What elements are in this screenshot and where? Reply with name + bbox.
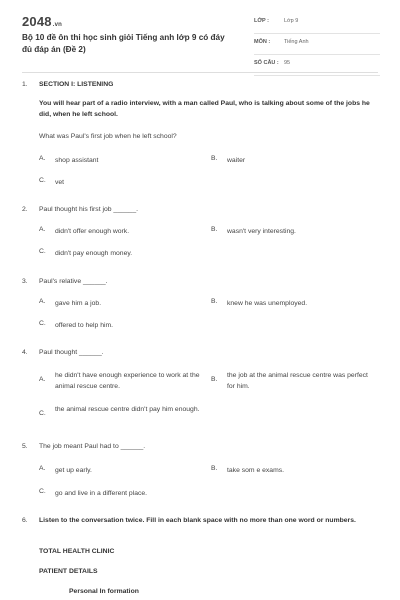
- meta-row-subject: [254, 37, 380, 55]
- form-section-label: Personal In formation: [69, 588, 139, 595]
- document-title: Bộ 10 đề ôn thi học sinh giỏi Tiếng anh lớp 9 có đáy đủ đáp án (Đề 2): [22, 33, 225, 54]
- option-letter: B.: [211, 376, 218, 383]
- option-text[interactable]: he didn't have enough experience to work at the animal rescue centre.: [55, 372, 200, 390]
- option-text[interactable]: vet: [55, 179, 65, 186]
- option-letter: A.: [39, 298, 46, 305]
- form-heading: TOTAL HEALTH CLINIC: [39, 548, 115, 555]
- option-letter: B.: [211, 465, 218, 472]
- option-letter: C.: [39, 177, 46, 184]
- meta-value: Tiếng Anh: [284, 39, 309, 45]
- question-number: 2.: [22, 206, 28, 213]
- section-heading: SECTION I: LISTENING: [39, 81, 114, 88]
- option-letter: C.: [39, 410, 46, 417]
- option-text[interactable]: waiter: [227, 157, 246, 164]
- option-letter: B.: [211, 298, 218, 305]
- meta-panel: [254, 16, 380, 79]
- option-letter: B.: [211, 155, 218, 162]
- meta-label: LỚP :: [254, 18, 269, 24]
- option-text[interactable]: shop assistant: [55, 157, 99, 164]
- option-text[interactable]: didn't offer enough work.: [55, 228, 130, 235]
- option-letter: C.: [39, 488, 46, 495]
- option-text[interactable]: gave him a job.: [55, 300, 102, 307]
- question-number: 1.: [22, 81, 28, 88]
- option-text[interactable]: take som e exams.: [227, 467, 285, 474]
- meta-row-grade: [254, 16, 380, 34]
- option-text[interactable]: didn't pay enough money.: [55, 250, 133, 257]
- meta-value: 95: [284, 60, 291, 66]
- question-number: 5.: [22, 443, 28, 450]
- question-text: Paul's relative ______.: [39, 278, 108, 285]
- question-text: What was Paul's first job when he left school?: [39, 133, 177, 140]
- option-text[interactable]: go and live in a different place.: [55, 490, 148, 497]
- option-letter: A.: [39, 226, 46, 233]
- option-text[interactable]: knew he was unemployed.: [227, 300, 308, 307]
- meta-label: MÔN :: [254, 39, 271, 45]
- form-subheading: PATIENT DETAILS: [39, 568, 98, 575]
- question-number: 6.: [22, 517, 28, 524]
- question-text: Paul thought his first job ______.: [39, 206, 138, 213]
- site-logo[interactable]: [22, 14, 62, 29]
- option-letter: A.: [39, 155, 46, 162]
- option-letter: A.: [39, 465, 46, 472]
- question-text: Paul thought ______.: [39, 349, 104, 356]
- option-letter: A.: [39, 376, 46, 383]
- logo-text: 2048: [22, 14, 52, 29]
- meta-value: Lớp 9: [284, 18, 299, 24]
- option-text[interactable]: the animal rescue centre didn't pay him enough.: [55, 406, 200, 413]
- option-letter: C.: [39, 320, 46, 327]
- logo-suffix: .vn: [52, 22, 63, 28]
- question-number: 3.: [22, 278, 28, 285]
- section-instruction: You will hear part of a radio interview, with a man called Paul, who is talking about some of the jobs he did, when he left school.: [39, 100, 370, 118]
- option-text[interactable]: the job at the animal rescue centre was perfect for him.: [227, 372, 368, 390]
- section-instruction: Listen to the conversation twice. Fill in each blank space with no more than one word or numbers.: [39, 517, 356, 524]
- option-text[interactable]: get up early.: [55, 467, 92, 474]
- header-divider: [22, 72, 378, 73]
- question-number: 4.: [22, 349, 28, 356]
- option-text[interactable]: offered to help him.: [55, 322, 114, 329]
- option-text[interactable]: wasn't very interesting.: [227, 228, 296, 235]
- meta-label: SỐ CÂU :: [254, 60, 279, 66]
- option-letter: C.: [39, 248, 46, 255]
- meta-row-count: [254, 58, 380, 76]
- question-text: The job meant Paul had to ______.: [39, 443, 146, 450]
- option-letter: B.: [211, 226, 218, 233]
